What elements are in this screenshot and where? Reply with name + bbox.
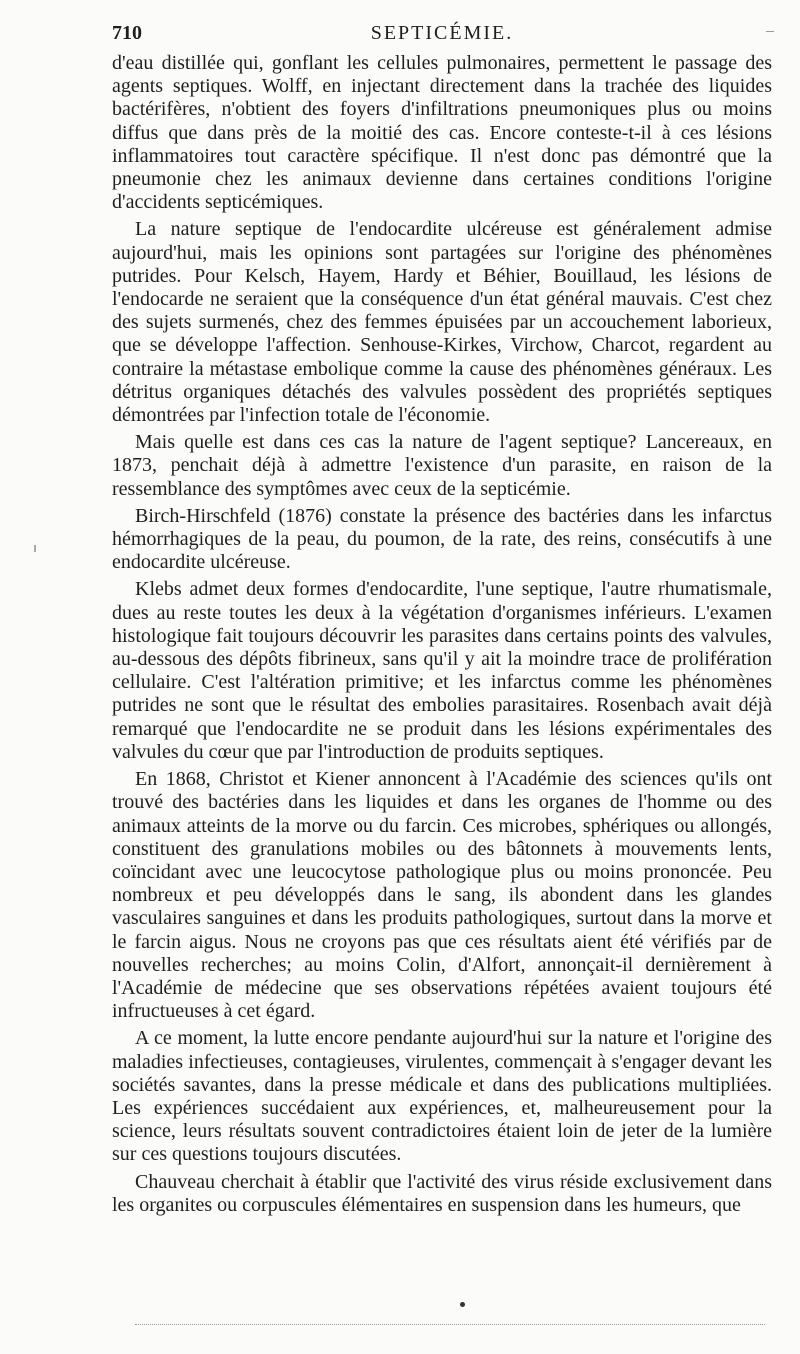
bottom-dotted-line: [135, 1324, 765, 1325]
running-title: SEPTICÉMIE.: [370, 22, 514, 44]
paragraph: La nature septique de l'endocardite ulcéreuse est généralement admise aujourd'hui, mais les opinions sont partagées sur l'origine des phénomènes putrides. Pour Kelsch, Hayem, Hardy et Béhier, Bouillaud, les lésions de l'endocarde ne seraient que la conséquence d'un état général mauvais. C'est chez des sujets surmenés, chez des femmes épuisées par un accouchement laborieux, que se développe l'affection. Senhouse-Kirkes, Virchow, Charcot, regardent au contraire la métastase embolique comme la cause des phénomènes généraux. Les détritus organiques détachés des valvules possèdent des propriétés septiques démontrées par l'infection totale de l'économie.: [112, 218, 772, 427]
paragraph: En 1868, Christot et Kiener annoncent à l'Académie des sciences qu'ils ont trouvé des bactéries dans les liquides et dans les organes de l'homme ou des animaux atteints de la morve ou du farcin. Ces microbes, sphériques ou allongés, constituent des granulations mobiles ou des bâtonnets à mouvements lents, coïncidant avec une leucocytose pathologique plus ou moins prononcée. Peu nombreux et peu développés dans le sang, ils abondent dans les glandes vasculaires sanguines et dans les produits pathologiques, surtout dans la morve et le farcin aigus. Nous ne croyons pas que ces résultats aient été vérifiés par de nouvelles recherches; au moins Colin, d'Alfort, annonçait-il dernièrement à l'Académie de médecine que ses observations répétées avaient toujours été infructueuses à cet égard.: [112, 768, 772, 1023]
body-text: [112, 52, 772, 1217]
footer-dot: [460, 1302, 465, 1307]
paragraph: d'eau distillée qui, gonflant les cellules pulmonaires, permettent le passage des agents septiques. Wolff, en injectant directement dans la trachée des liquides bactérifères, n'obtient des foyers d'infiltrations pneumoniques plus ou moins diffus que dans près de la moitié des cas. Encore conteste-t-il à ces lésions inflammatoires tout caractère spécifique. Il n'est donc pas démontré que la pneumonie chez les animaux devienne dans certaines conditions l'origine d'accidents septicémiques.: [112, 52, 772, 214]
scan-edge-mark: [34, 545, 36, 552]
paragraph: Klebs admet deux formes d'endocardite, l'une septique, l'autre rhumatismale, dues au reste toutes les deux à la végétation d'organismes inférieurs. L'examen histologique fait toujours découvrir les parasites dans certains points des valvules, au-dessous des dépôts fibrineux, sans qu'il y ait la moindre trace de prolifération cellulaire. C'est l'altération primitive; et les infarctus comme les phénomènes putrides ne sont que le résultat des embolies parasitaires. Rosenbach avait déjà remarqué que l'endocardite ne se produit dans les lésions expérimentales des valvules du cœur que par l'introduction de produits septiques.: [112, 578, 772, 763]
page-number: 710: [112, 22, 142, 44]
page-header: [112, 22, 772, 52]
scan-corner-mark: [766, 31, 774, 32]
paragraph: Mais quelle est dans ces cas la nature de l'agent septique? Lancereaux, en 1873, penchait déjà à admettre l'existence d'un parasite, en raison de la ressemblance des symptômes avec ceux de la septicémie.: [112, 431, 772, 500]
paragraph: A ce moment, la lutte encore pendante aujourd'hui sur la nature et l'origine des maladies infectieuses, contagieuses, virulentes, commençait à s'engager devant les sociétés savantes, dans la presse médicale et dans des publications multipliées. Les expériences succédaient aux expériences, et, malheureusement pour la science, leurs résultats souvent contradictoires étaient loin de jeter de la lumière sur ces questions toujours discutées.: [112, 1027, 772, 1166]
paragraph: Chauveau cherchait à établir que l'activité des virus réside exclusivement dans les organites ou corpuscules élémentaires en suspension dans les humeurs, que: [112, 1170, 772, 1216]
book-page: [112, 22, 772, 1221]
paragraph: Birch-Hirschfeld (1876) constate la présence des bactéries dans les infarctus hémorrhagiques de la peau, du poumon, de la rate, des reins, consécutifs à une endocardite ulcéreuse.: [112, 504, 772, 574]
